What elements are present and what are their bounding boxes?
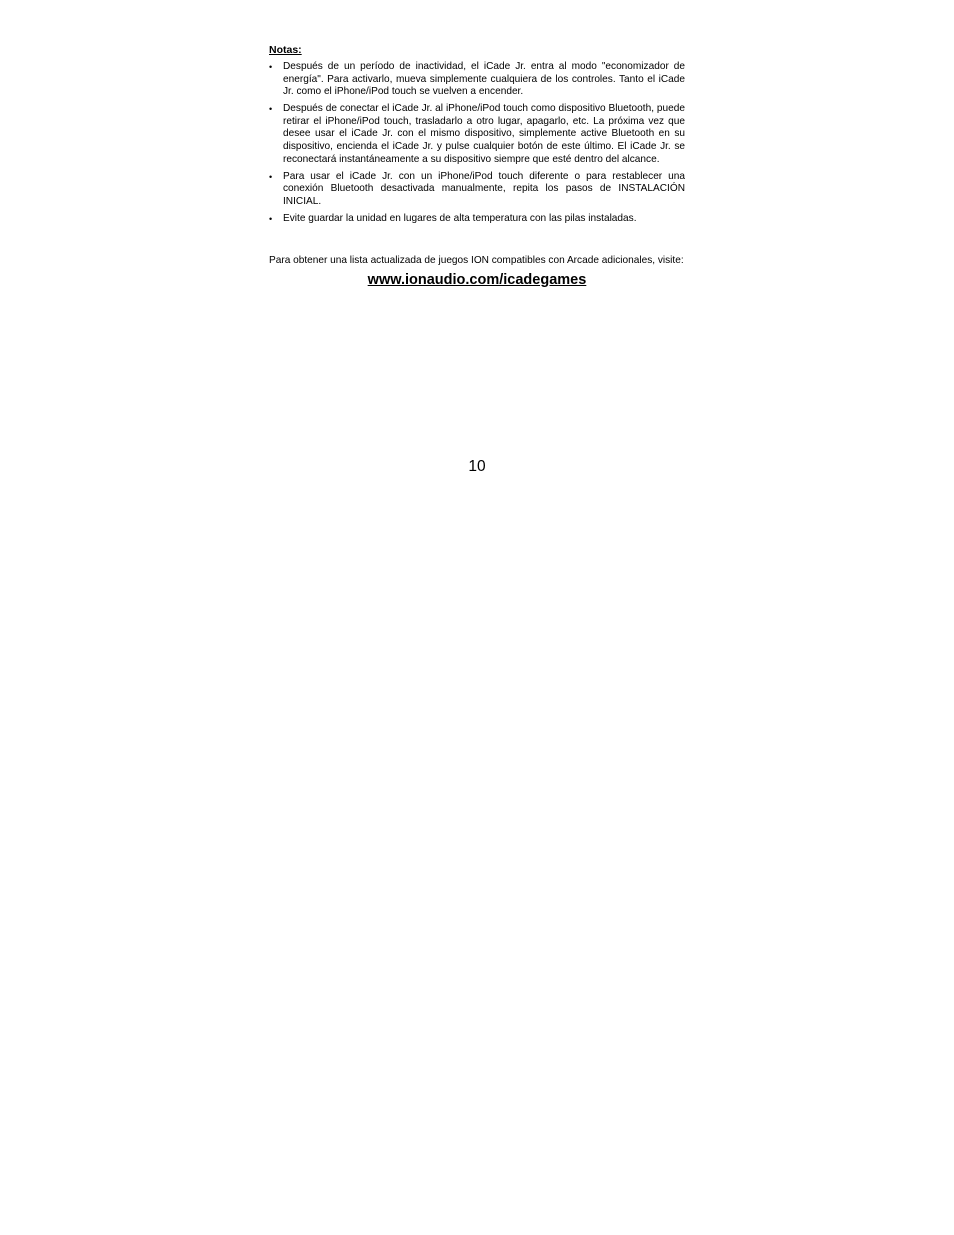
- note-text: Para usar el iCade Jr. con un iPhone/iPod touch diferente o para restablecer una conexión Bluetooth desactivada manualmente, repita los pasos de INSTALACIÓN INICIAL.: [283, 170, 685, 207]
- page-content: [269, 44, 685, 289]
- note-text: Evite guardar la unidad en lugares de alta temperatura con las pilas instaladas.: [283, 212, 637, 224]
- list-item: [269, 61, 685, 99]
- note-text: Después de un período de inactividad, el iCade Jr. entra al modo "economizador de energía". Para activarlo, mueva simplemente cualquiera de los controles. Tanto el iCade Jr. como el iPhone/iPod touch se vuelven a encender.: [283, 61, 685, 98]
- bullet-icon: •: [269, 104, 273, 115]
- bullet-icon: •: [269, 62, 273, 72]
- bullet-icon: •: [269, 213, 273, 224]
- list-item: [269, 103, 685, 166]
- games-intro-text: Para obtener una lista actualizada de juegos ION compatibles con Arcade adicionales, visite:: [269, 255, 684, 267]
- bullet-icon: •: [269, 171, 273, 182]
- notes-list: [269, 61, 685, 225]
- games-link[interactable]: www.ionaudio.com/icadegames: [367, 271, 587, 288]
- notes-heading: Notas:: [269, 44, 302, 56]
- page-number: 10: [468, 458, 486, 475]
- note-text: Después de conectar el iCade Jr. al iPhone/iPod touch como dispositivo Bluetooth, puede retirar el iPhone/iPod touch, trasladarlo a otro lugar, apagarlo, etc. La próxima vez que desee usar el iCade Jr. con el mismo dispositivo, simplemente active Bluetooth en su dispositivo, encienda el iCade Jr. y pulse cualquier botón de este último. El iCade Jr. se reconectará instantáneamente a su dispositivo siempre que esté dentro del alcance.: [283, 103, 685, 165]
- list-item: [269, 171, 685, 209]
- list-item: [269, 213, 685, 226]
